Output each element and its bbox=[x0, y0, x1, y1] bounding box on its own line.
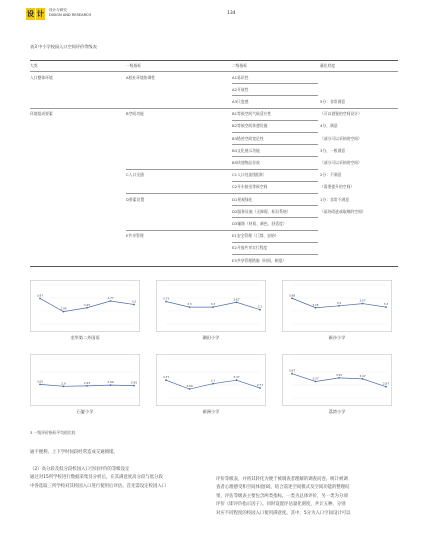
data-point bbox=[110, 300, 112, 302]
table-cell-level2: C2开车接送等候空间 bbox=[232, 184, 268, 190]
data-label: 2.93 bbox=[83, 380, 91, 385]
data-label: 2.95 bbox=[130, 380, 138, 385]
body-line: 对应不同程度的校园入口使用满意度。其中，5分为入口空间设计可以 bbox=[216, 510, 351, 516]
data-label: 3.3 bbox=[210, 302, 216, 307]
table-rule bbox=[30, 71, 398, 72]
chart-title: 珊田小学 bbox=[202, 335, 220, 340]
body-text-left bbox=[30, 449, 166, 491]
data-label: 3.57 bbox=[359, 298, 366, 303]
table-header-cell: 大类 bbox=[30, 63, 38, 68]
data-point bbox=[236, 301, 238, 303]
chart-title: 龙华第二外国语 bbox=[70, 335, 100, 340]
table-rule bbox=[232, 205, 318, 206]
data-point bbox=[291, 373, 293, 375]
body-text-right bbox=[216, 476, 351, 518]
brand-cn: 设计与研究 bbox=[49, 8, 67, 12]
table-header-cell: 二级指标 bbox=[232, 63, 248, 68]
table-cell-scale: 3分，一般满意 bbox=[320, 147, 346, 153]
data-label: 3.1 bbox=[257, 304, 263, 309]
table-cell-level2: B2等候空间休憩设施 bbox=[232, 123, 268, 129]
table-rule bbox=[232, 120, 318, 121]
body-line: 评价等级表，并将其转化为便于被调查者理解的调查问卷。统计被调 bbox=[216, 477, 348, 482]
data-point bbox=[39, 383, 41, 385]
table-rule bbox=[232, 132, 318, 133]
page-number: 134 bbox=[227, 11, 236, 16]
line-chart bbox=[156, 280, 266, 346]
logo-char-2: 计 bbox=[37, 10, 44, 18]
data-label: 3.98 bbox=[288, 293, 296, 298]
table-rule bbox=[30, 266, 398, 267]
data-label: 3.77 bbox=[107, 295, 114, 300]
data-label: 2.69 bbox=[186, 384, 193, 389]
data-point bbox=[86, 307, 88, 309]
table-cell-scale: （亟待改进或取缔的空间） bbox=[320, 208, 366, 214]
data-label: 3.67 bbox=[233, 297, 240, 302]
table-cell-level2: D1景观绿化 bbox=[232, 196, 253, 202]
chart-title: 新洲小学 bbox=[202, 409, 220, 414]
data-label: 3.4 bbox=[336, 300, 342, 305]
chart-title: 石厦小学 bbox=[76, 409, 94, 414]
data-point bbox=[315, 307, 317, 309]
body-line: 查者心理感受和空间体验[8]，结合前述空间模式及空间功能的整理结 bbox=[216, 485, 350, 491]
body-line: （2）高分段及低分段校园入口空间评价的等级设定 bbox=[30, 466, 130, 472]
data-point bbox=[133, 304, 135, 306]
data-point bbox=[259, 309, 261, 311]
table-cell-level2: B5快递物品存放 bbox=[232, 159, 260, 165]
table-rule bbox=[232, 254, 318, 255]
table-rule bbox=[232, 217, 318, 218]
table-cell-level2: E1安全管理（门禁、安防） bbox=[232, 233, 279, 239]
brand bbox=[49, 8, 91, 18]
body-line: 通不便利、上下学时间段经常造成交通拥堵。 bbox=[30, 450, 118, 455]
data-label: 3.97 bbox=[36, 293, 44, 298]
table-cell-scale: 4分，满意 bbox=[320, 123, 338, 129]
table-rule bbox=[232, 144, 318, 145]
table-rule bbox=[232, 83, 318, 84]
data-label: 3.47 bbox=[359, 373, 366, 378]
data-label: 3.27 bbox=[312, 376, 319, 381]
data-label: 3.5 bbox=[131, 299, 137, 304]
chart-grid bbox=[30, 280, 398, 430]
body-line: 评价（即评价指示因子）。同时设置评估量化刻度，共计五种，分别 bbox=[216, 502, 346, 508]
table-cell-category: 环境组成要素 bbox=[30, 111, 53, 117]
data-label: 2.87 bbox=[382, 381, 390, 386]
table-rule bbox=[232, 156, 318, 157]
data-point bbox=[338, 305, 340, 307]
body-line: 通过对15所学校进行数据采集及分析后，在其满意度高分段与低分段 bbox=[30, 475, 163, 481]
data-label: 3.25 bbox=[312, 302, 319, 307]
chart-title: 荔湾小学 bbox=[328, 409, 346, 414]
data-point bbox=[291, 297, 293, 299]
data-label: 3.55 bbox=[335, 372, 343, 377]
table-cell-level2: B1等候空间气候适应性 bbox=[232, 111, 272, 117]
data-point bbox=[63, 311, 65, 313]
data-point bbox=[39, 297, 41, 299]
table-rule bbox=[232, 95, 318, 96]
table-rule bbox=[30, 108, 398, 109]
table-cell-level2: A1易识性 bbox=[232, 74, 249, 80]
data-label: 3.73 bbox=[162, 296, 170, 301]
data-point bbox=[236, 379, 238, 381]
data-point bbox=[385, 306, 387, 308]
table-cell-scale: （需要提升的空间） bbox=[320, 184, 355, 190]
table-cell-level2: A2开放性 bbox=[232, 86, 249, 92]
data-point bbox=[133, 385, 135, 387]
chart-plot bbox=[156, 280, 266, 332]
chart-plot bbox=[30, 280, 140, 332]
table-cell-level1: B空间功能 bbox=[126, 111, 144, 117]
data-label: 3.87 bbox=[288, 368, 296, 373]
logo-char-1: 设 bbox=[27, 10, 34, 18]
chart-plot bbox=[30, 354, 140, 406]
body-line: 中各选取三所学校对其校园入口进行使用后评估。首先需设定校园入口 bbox=[30, 483, 167, 489]
chart-plot bbox=[282, 280, 392, 332]
table-header-cell: 一级指标 bbox=[126, 63, 142, 68]
data-label: 3.1 bbox=[210, 378, 216, 383]
brand-en: DISIGN AND RESEARCH bbox=[49, 12, 92, 17]
line-chart bbox=[282, 354, 392, 420]
data-point bbox=[362, 378, 364, 380]
figure-caption: 3 一级评价指标平均值比较 bbox=[30, 430, 76, 435]
table-rule bbox=[30, 60, 398, 61]
data-label: 2.9 bbox=[61, 381, 66, 386]
data-label: 2.95 bbox=[60, 306, 67, 311]
table-cell-scale: 5分：非常满意 bbox=[320, 98, 346, 104]
data-label: 3.3 bbox=[383, 302, 389, 307]
data-point bbox=[212, 383, 214, 385]
table-cell-scale: （可以借鉴的空间设计） bbox=[320, 111, 362, 117]
table-caption: 表3 中小学校园入口空间评价等级表 bbox=[30, 44, 97, 49]
data-point bbox=[63, 385, 65, 387]
chart-plot bbox=[282, 354, 392, 406]
line-chart bbox=[282, 280, 392, 346]
table-cell-scale: 2分：不满意 bbox=[320, 172, 342, 178]
table-cell-level2: E3共享管理措施（时间、制度） bbox=[232, 257, 287, 263]
table-cell-category: 入口整体环境 bbox=[30, 74, 53, 80]
table-rule bbox=[126, 193, 318, 194]
table-rule bbox=[126, 230, 318, 231]
data-label: 3.3 bbox=[187, 302, 192, 307]
data-point bbox=[259, 387, 261, 389]
table-cell-level1: A校社环境协调性 bbox=[126, 74, 156, 80]
table-cell-level2: E2开放共享实行程度 bbox=[232, 245, 268, 251]
table-cell-level1: D要素设置 bbox=[126, 196, 145, 202]
data-point bbox=[110, 384, 112, 386]
table-cell-scale: （部分可以采纳的空间） bbox=[320, 159, 362, 165]
line-chart bbox=[30, 280, 140, 346]
chart-title: 新沙小学 bbox=[328, 335, 346, 340]
data-point bbox=[315, 381, 317, 383]
table-cell-level1: C入口交通 bbox=[126, 172, 144, 178]
table-rule bbox=[232, 181, 318, 182]
table-cell-level2: D2服务设施（无障碍、标识系统） bbox=[232, 208, 291, 214]
table-rule bbox=[126, 169, 318, 170]
body-line bbox=[30, 457, 166, 465]
page-header bbox=[26, 8, 401, 22]
table-header-cell: 量化档度 bbox=[320, 63, 336, 68]
table-cell-level2: D3辅路（材质、颜色、舒适度） bbox=[232, 220, 287, 226]
body-line: 果，评估等级表主要包含两类指标，一类为总体评价，另一类为分项 bbox=[216, 493, 348, 499]
data-point bbox=[189, 388, 191, 390]
data-label: 3.37 bbox=[233, 375, 240, 380]
data-point bbox=[362, 303, 364, 305]
data-label: 3.25 bbox=[83, 302, 91, 307]
data-point bbox=[165, 301, 167, 303]
data-point bbox=[165, 379, 167, 381]
table-cell-level2: B3错迹空间宽足性 bbox=[232, 135, 264, 141]
table-cell-scale: （部分可以采纳的空间） bbox=[320, 135, 362, 141]
table-cell-level2: B4文化展示功能 bbox=[232, 147, 260, 153]
data-point bbox=[86, 385, 88, 387]
data-point bbox=[338, 377, 340, 379]
table-rule bbox=[232, 242, 318, 243]
line-chart bbox=[30, 354, 140, 420]
table-cell-level1: E共享管理 bbox=[126, 233, 144, 239]
table-cell-level2: C1入口处流线组织 bbox=[232, 172, 264, 178]
data-label: 2.77 bbox=[256, 382, 264, 387]
data-label: 2.99 bbox=[107, 380, 114, 385]
line-chart bbox=[156, 354, 266, 420]
data-label: 3.37 bbox=[162, 375, 170, 380]
data-point bbox=[385, 386, 387, 388]
chart-plot bbox=[156, 354, 266, 406]
data-point bbox=[189, 306, 191, 308]
table-cell-scale: 1分：非常不满意 bbox=[320, 196, 349, 202]
table-cell-level2: A3尺度感 bbox=[232, 98, 249, 104]
logo bbox=[26, 8, 46, 20]
data-label: 3.05 bbox=[36, 379, 44, 384]
data-point bbox=[212, 306, 214, 308]
